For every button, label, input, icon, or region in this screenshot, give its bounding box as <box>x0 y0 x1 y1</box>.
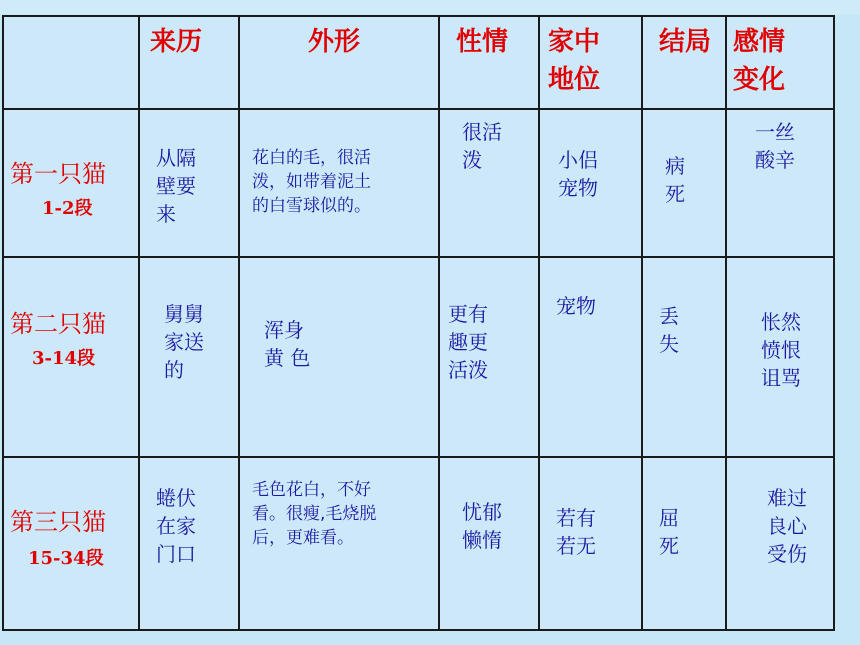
origin-text: 蜷伏 在家 门口 <box>156 486 196 566</box>
header-feeling: 感情 变化 <box>733 27 786 95</box>
table-row <box>3 457 834 630</box>
header-cell-ending <box>642 16 726 109</box>
origin-cell <box>139 457 239 630</box>
feeling-text: 难过 良心 受伤 <box>767 486 807 566</box>
temperament-text: 更有 趣更 活泼 <box>448 302 488 382</box>
header-status: 家中 地位 <box>548 27 601 95</box>
row-label-cell <box>3 109 139 257</box>
temperament-cell <box>439 109 539 257</box>
header-corner-cell <box>3 16 139 109</box>
origin-text: 从隔 壁要 来 <box>156 146 196 226</box>
slide-top-band <box>0 0 860 14</box>
header-origin: 来历 <box>150 27 203 57</box>
ending-cell <box>642 109 726 257</box>
header-cell-status <box>539 16 642 109</box>
row-label-cell <box>3 457 139 630</box>
status-text: 小侣 宠物 <box>558 148 598 200</box>
status-text: 若有 若无 <box>556 506 596 558</box>
header-cell-temperament <box>439 16 539 109</box>
status-text: 宠物 <box>556 294 596 318</box>
status-cell <box>539 109 642 257</box>
table-row <box>3 257 834 457</box>
feeling-text: 怅然 愤恨 诅骂 <box>761 310 801 390</box>
ending-text: 屈 死 <box>659 506 679 558</box>
cat-comparison-table <box>2 15 835 631</box>
origin-cell <box>139 257 239 457</box>
status-cell <box>539 457 642 630</box>
row-range: 15-34段 <box>28 548 104 569</box>
header-cell-appearance <box>239 16 439 109</box>
temperament-cell <box>439 257 539 457</box>
ending-text: 丢 失 <box>659 304 679 356</box>
row-label: 第二只猫 <box>10 310 106 338</box>
temperament-text: 忧郁 懒惰 <box>462 500 502 552</box>
header-temperament: 性情 <box>456 27 509 57</box>
origin-cell <box>139 109 239 257</box>
origin-text: 舅舅 家送 的 <box>164 302 204 382</box>
row-label: 第一只猫 <box>10 160 106 188</box>
ending-cell <box>642 457 726 630</box>
status-cell <box>539 257 642 457</box>
header-cell-origin <box>139 16 239 109</box>
appearance-text: 毛色花白，不好 看。很瘦,毛烧脱 后，更难看。 <box>252 480 377 548</box>
appearance-text: 花白的毛，很活 泼，如带着泥土 的白雪球似的。 <box>252 148 371 216</box>
table-row <box>3 109 834 257</box>
header-appearance: 外形 <box>308 27 361 57</box>
ending-text: 病 死 <box>665 154 685 206</box>
row-range: 3-14段 <box>32 348 96 369</box>
temperament-cell <box>439 457 539 630</box>
row-label: 第三只猫 <box>10 508 106 536</box>
ending-cell <box>642 257 726 457</box>
appearance-cell <box>239 257 439 457</box>
feeling-text: 一丝 酸辛 <box>755 120 795 172</box>
appearance-cell <box>239 109 439 257</box>
appearance-cell <box>239 457 439 630</box>
header-row <box>3 16 834 109</box>
feeling-cell <box>726 109 834 257</box>
header-cell-feeling <box>726 16 834 109</box>
header-ending: 结局 <box>659 27 712 57</box>
feeling-cell <box>726 457 834 630</box>
temperament-text: 很活 泼 <box>462 120 502 172</box>
feeling-cell <box>726 257 834 457</box>
appearance-text: 浑身 黄 色 <box>264 318 311 370</box>
row-range: 1-2段 <box>42 198 93 219</box>
row-label-cell <box>3 257 139 457</box>
